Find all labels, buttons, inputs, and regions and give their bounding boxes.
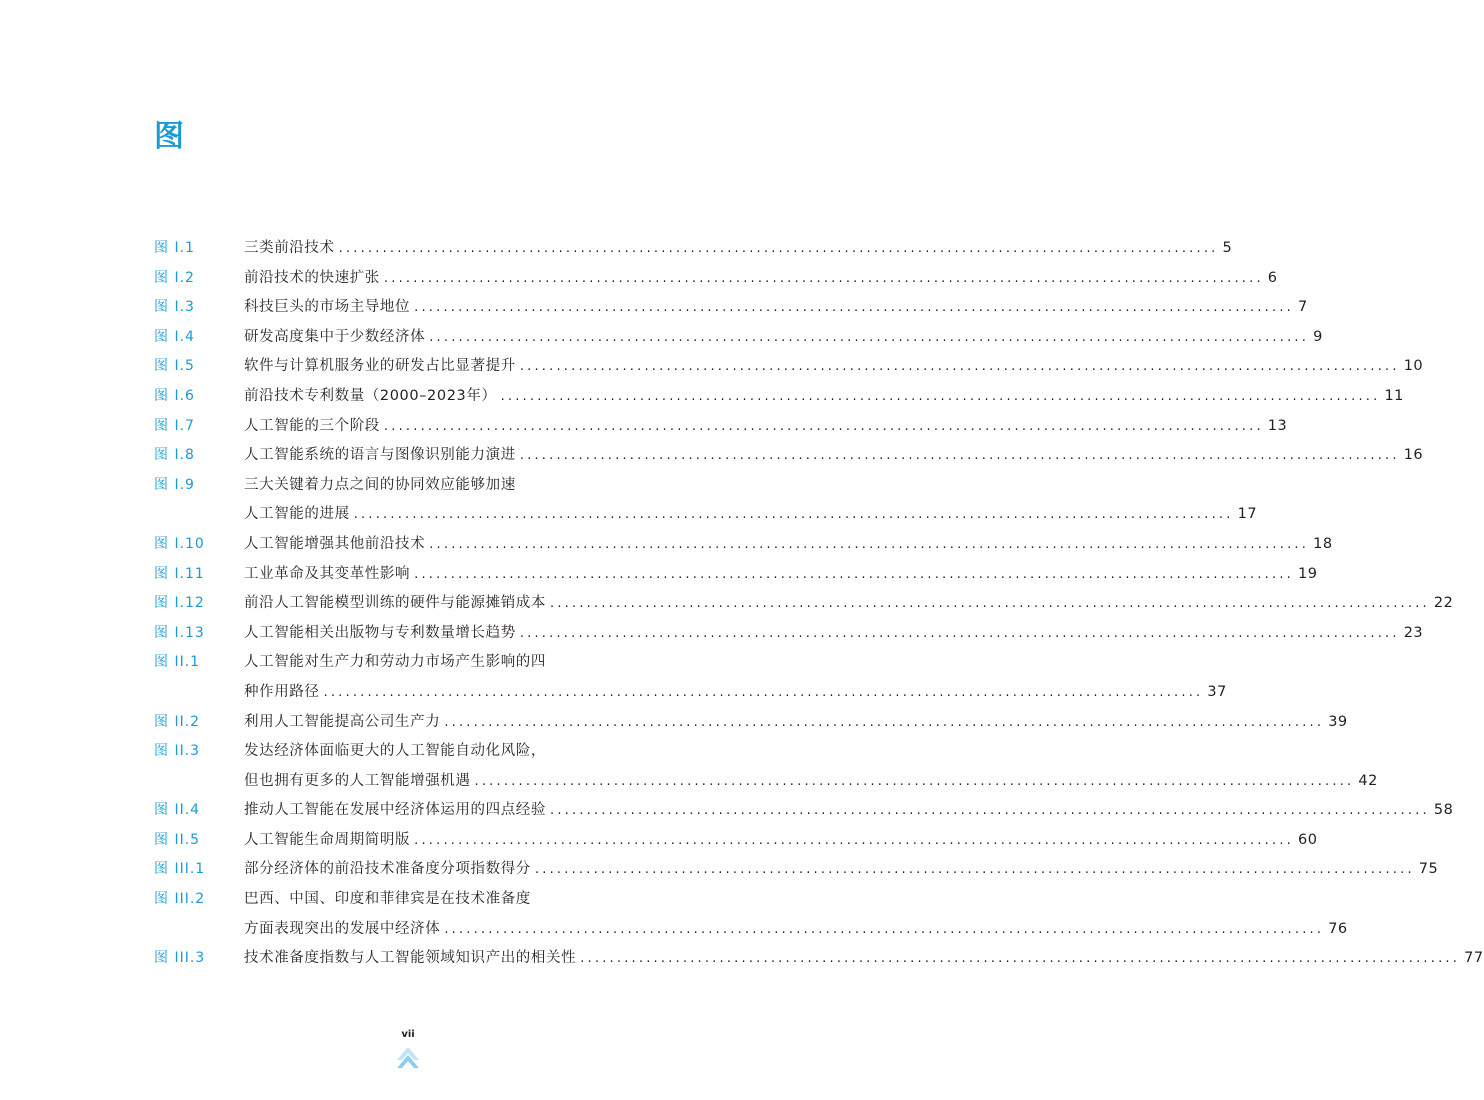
dot-leader: ........................................................................................................................ [519,448,1400,464]
figure-label: 图 I.12 [154,595,205,612]
dot-leader: ........................................................................................................................ [519,625,1400,641]
dot-leader: ........................................................................................................................ [550,803,1430,819]
dot-leader: ........................................................................................................................ [383,418,1264,434]
footer-page-number: vii [401,1029,415,1040]
toc-entry[interactable] [154,560,1318,590]
dot-leader: ........................................................................................................................ [580,951,1461,967]
page-number: 37 [1207,683,1227,700]
page-number: 58 [1433,802,1454,819]
dot-leader: ........................................................................................................................ [338,241,1219,256]
toc-entry[interactable] [154,855,1439,885]
toc-entry[interactable] [154,264,1278,294]
dot-leader: ........................................................................................................................ [444,921,1325,937]
entry-title: 研发高度集中于少数经济体 [244,328,426,345]
page-number: 23 [1403,624,1424,641]
entry-title: 方面表现突出的发展中经济体 [244,920,441,937]
dot-leader: ........................................................................................................................ [429,329,1310,345]
page-number: 16 [1403,447,1424,464]
entry-title: 种作用路径 [244,683,320,700]
figure-label: 图 I.2 [154,269,195,286]
entry-title: 人工智能相关出版物与专利数量增长趋势 [244,624,516,641]
dot-leader: ........................................................................................................................ [414,566,1294,582]
toc-entry[interactable] [154,885,1348,944]
toc-entry[interactable] [154,234,1233,264]
dot-leader: ........................................................................................................................ [383,270,1264,286]
figure-label: 图 I.7 [154,417,195,434]
figure-label: 图 II.5 [154,831,201,848]
page-number: 19 [1298,565,1318,582]
dot-leader: ........................................................................................................................ [414,300,1294,316]
figure-label: 图 I.13 [154,624,205,641]
toc-entry[interactable] [154,737,1378,796]
entry-title: 推动人工智能在发展中经济体运用的四点经验 [244,802,546,819]
entry-title: 人工智能增强其他前沿技术 [244,535,426,552]
entry-title: 利用人工智能提高公司生产力 [244,713,441,730]
toc-entry[interactable] [154,471,1258,530]
dot-leader: ........................................................................................................................ [534,862,1415,878]
toc-entry[interactable] [154,293,1308,323]
dot-leader: ........................................................................................................................ [519,359,1400,375]
toc-list [154,234,1484,974]
page-number: 17 [1237,506,1258,523]
toc-entry[interactable] [154,944,1484,974]
figure-label: 图 II.3 [154,743,201,760]
figure-label: 图 III.1 [154,861,206,878]
page-number: 42 [1358,772,1378,789]
page-number: 11 [1384,387,1404,404]
entry-title: 人工智能的三个阶段 [244,417,380,434]
page-number: 9 [1313,328,1323,345]
dot-leader: ........................................................................................................................ [414,832,1294,848]
chevron-up-icon[interactable] [395,1046,421,1072]
entry-title: 三类前沿技术 [244,240,335,256]
entry-title: 部分经济体的前沿技术准备度分项指数得分 [244,861,531,878]
entry-title: 软件与计算机服务业的研发占比显著提升 [244,358,516,375]
figure-label: 图 I.10 [154,535,205,552]
entry-title: 前沿技术专利数量（2000–2023年） [244,387,497,404]
dot-leader: ........................................................................................................................ [444,714,1325,730]
toc-entry[interactable] [154,382,1404,412]
toc-entry[interactable] [154,796,1454,826]
toc-entry[interactable] [154,708,1348,738]
entry-title: 人工智能生命周期简明版 [244,831,411,848]
page-number: 18 [1313,535,1333,552]
figure-label: 图 II.4 [154,802,201,819]
page-number: 75 [1418,861,1439,878]
page-number: 39 [1328,713,1348,730]
figure-label: 图 I.5 [154,358,195,375]
entry-title: 发达经济体面临更大的人工智能自动化风险， [244,743,546,760]
toc-entry[interactable] [154,589,1454,619]
toc-entry[interactable] [154,530,1333,560]
figure-label: 图 I.4 [154,328,195,345]
entry-title: 三大关键着力点之间的协同效应能够加速 [244,476,516,493]
page-title: 图 [154,119,184,154]
figure-label: 图 I.9 [154,476,195,493]
page-number: 22 [1433,595,1454,612]
dot-leader: ........................................................................................................................ [429,536,1310,552]
toc-entry[interactable] [154,323,1323,353]
page-number: 76 [1328,920,1348,937]
entry-title: 前沿人工智能模型训练的硬件与能源摊销成本 [244,595,546,612]
entry-title: 人工智能的进展 [244,506,350,523]
page-number: 10 [1403,358,1424,375]
dot-leader: ........................................................................................................................ [550,596,1430,612]
page-number: 77 [1464,950,1484,967]
dot-leader: ........................................................................................................................ [500,388,1381,404]
figure-label: 图 I.6 [154,387,195,404]
page-number: 7 [1298,299,1308,316]
toc-entry[interactable] [154,648,1227,707]
entry-title: 但也拥有更多的人工智能增强机遇 [244,772,471,789]
toc-entry[interactable] [154,826,1318,856]
entry-title: 前沿技术的快速扩张 [244,269,380,286]
toc-entry[interactable] [154,352,1424,382]
dot-leader: ........................................................................................................................ [323,684,1204,700]
page-number: 5 [1222,240,1233,256]
page-number: 60 [1298,831,1318,848]
figure-label: 图 I.1 [154,240,195,256]
entry-title: 科技巨头的市场主导地位 [244,299,411,316]
page-number: 6 [1267,269,1278,286]
figure-label: 图 II.2 [154,713,201,730]
entry-title: 人工智能对生产力和劳动力市场产生影响的四 [244,654,546,671]
figure-label: 图 II.1 [154,654,201,671]
entry-title: 人工智能系统的语言与图像识别能力演进 [244,447,516,464]
toc-entry[interactable] [154,441,1424,471]
entry-title: 工业革命及其变革性影响 [244,565,411,582]
entry-title: 技术准备度指数与人工智能领域知识产出的相关性 [244,950,577,967]
entry-title: 巴西、中国、印度和菲律宾是在技术准备度 [244,891,531,908]
figure-label: 图 III.2 [154,891,206,908]
figure-label: 图 I.8 [154,447,195,464]
figure-label: 图 I.11 [154,565,205,582]
toc-entry[interactable] [154,412,1288,442]
figure-label: 图 I.3 [154,299,195,316]
figure-label: 图 III.3 [154,950,206,967]
toc-entry[interactable] [154,619,1424,649]
page-number: 13 [1267,417,1288,434]
dot-leader: ........................................................................................................................ [353,507,1234,523]
dot-leader: ........................................................................................................................ [474,773,1355,789]
